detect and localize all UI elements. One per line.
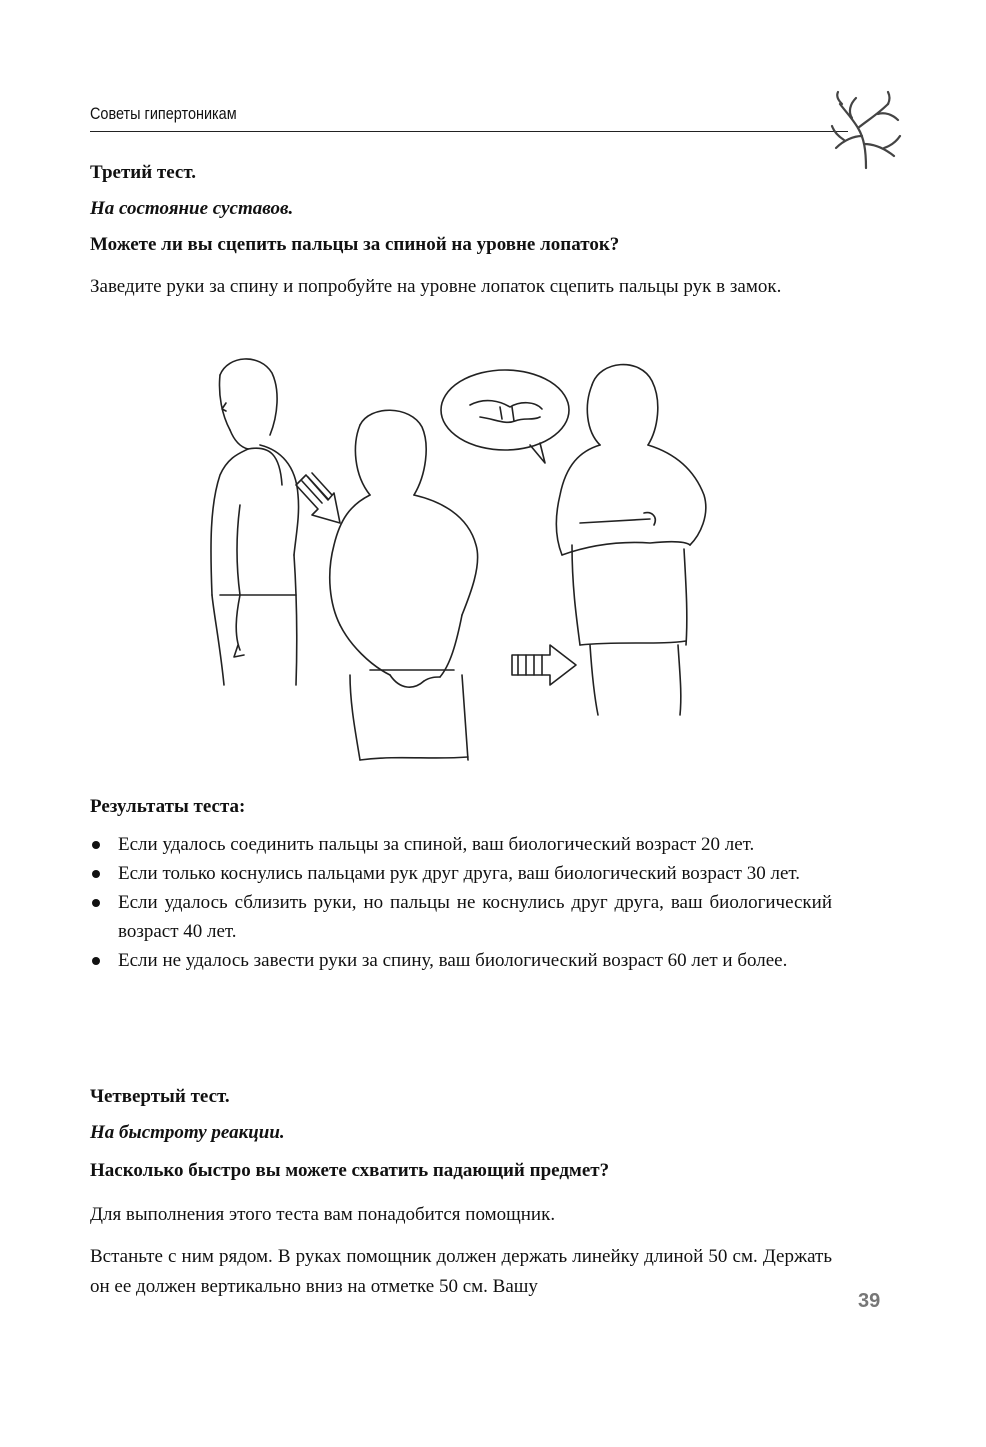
test4-question: Насколько быстро вы можете схватить падающий предмет? [90, 1160, 610, 1181]
bullet-icon [92, 841, 100, 849]
test4-paragraph-2: Встаньте с ним рядом. В руках помощник должен держать линейку длиной 50 см. Держать он ее должен вертикально вниз на отметке 50 см. Вашу [90, 1246, 832, 1297]
result-item: Если удалось сблизить руки, но пальцы не коснулись друг друга, ваш биологический возраст 40 лет. [90, 888, 832, 946]
woman-back-clasped-figure [556, 365, 705, 715]
woman-profile-figure [211, 359, 299, 685]
header-rule [90, 131, 848, 132]
test4-title: Четвертый тест. [90, 1086, 230, 1107]
test3-question: Можете ли вы сцепить пальцы за спиной на уровне лопаток? [90, 234, 620, 255]
running-header: Советы гипертоникам [90, 104, 237, 123]
result-item: Если не удалось завести руки за спину, ваш биологический возраст 60 лет и более. [90, 946, 832, 975]
bullet-icon [92, 870, 100, 878]
branch-ornament-icon [828, 90, 904, 170]
test3-subtitle: На состояние суставов. [90, 198, 294, 219]
arrow-1 [296, 473, 340, 523]
bullet-icon [92, 899, 100, 907]
joint-test-illustration [200, 345, 730, 765]
results-list [90, 830, 832, 975]
arrow-2 [512, 645, 576, 685]
test3-title: Третий тест. [90, 162, 197, 183]
test4-subtitle: На быстроту реакции. [90, 1122, 285, 1143]
test4-paragraph-1: Для выполнения этого теста вам понадобится помощник. [90, 1204, 556, 1225]
results-title: Результаты теста: [90, 796, 246, 817]
woman-back-low-figure [330, 410, 478, 760]
bullet-icon [92, 957, 100, 965]
page-number: 39 [858, 1290, 881, 1312]
result-item: Если удалось соединить пальцы за спиной, ваш биологический возраст 20 лет. [90, 830, 832, 859]
result-item: Если только коснулись пальцами рук друг друга, ваш биологический возраст 30 лет. [90, 859, 832, 888]
test3-instruction: Заведите руки за спину и попробуйте на уровне лопаток сцепить пальцы рук в замок. [90, 276, 782, 297]
clasped-hands-bubble [441, 370, 569, 463]
